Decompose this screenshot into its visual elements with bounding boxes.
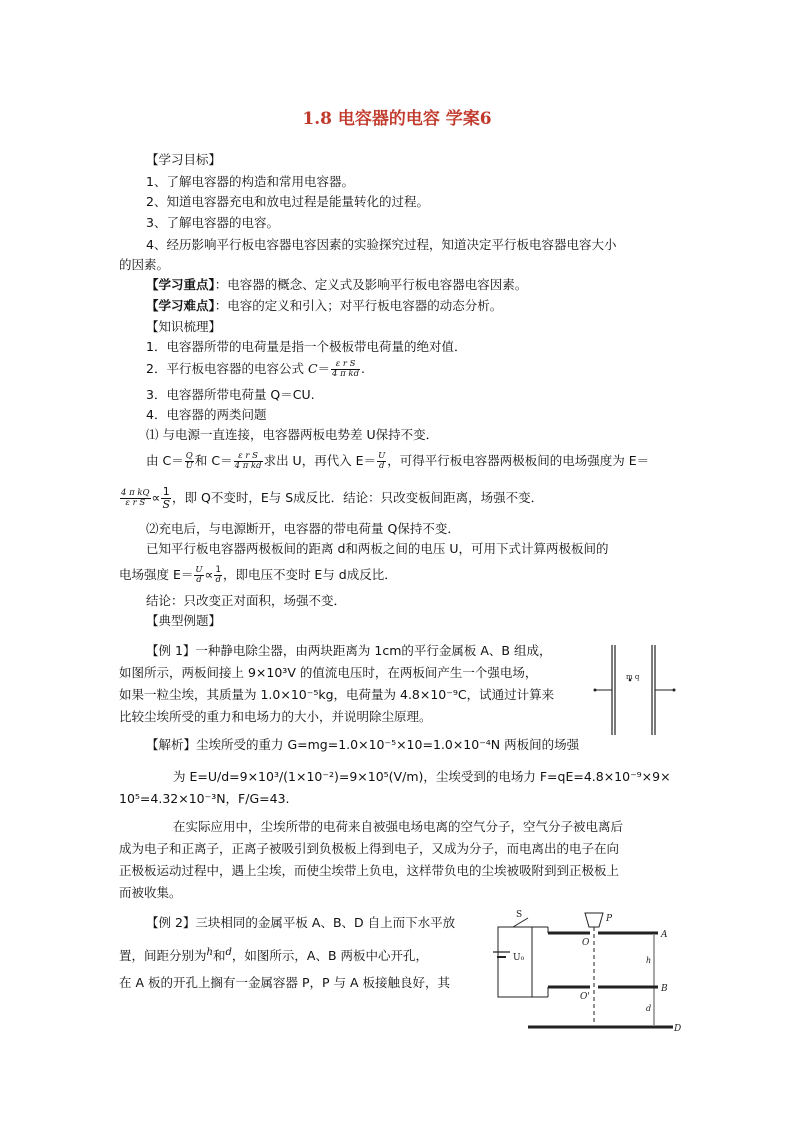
example1-line: 【例 1】一种静电除尘器，由两块距离为 1cm的平行金属板 A、B 组成， — [146, 643, 552, 658]
line2-c: ，如图所示，A、B 两板中心开孔， — [231, 948, 428, 964]
analysis-line: 为 E=U/d=9×10³/(1×10⁻²)=9×10⁵(V/m)，尘埃受到的电场力 F=qE=4.8×10⁻⁹×9× — [173, 769, 671, 784]
derive2-text: ，即 Q不变时，E与 S成反比．结论：只改变板间距离，场强不变． — [172, 490, 544, 505]
particle-label: m q — [626, 673, 640, 681]
derive-d: ，可得平行板电容器两极板间的电场强度为 E＝ — [387, 453, 650, 468]
field-d: d — [196, 575, 202, 585]
terminal-left — [594, 689, 597, 692]
analysis-line: 10⁵=4.32×10⁻³N，F/G=43. — [119, 791, 290, 806]
examples-heading: 【典型例题】 — [146, 613, 222, 628]
example2-line2 — [119, 944, 428, 965]
key-points — [146, 276, 527, 294]
capacitance-fraction — [331, 360, 360, 379]
analysis-line: 成为电子和正离子，正离子被吸引到负极板上得到电子，又成为分子，而电离出的电子在向 — [119, 841, 620, 856]
difficulties — [146, 297, 502, 315]
fig-a: A — [661, 930, 668, 940]
s-den: S — [162, 498, 171, 511]
item2-prefix: 2．平行板电容器的电容公式 — [146, 361, 308, 376]
container-p — [585, 913, 603, 927]
q-num: Q — [185, 451, 193, 461]
derive-a: 由 C＝ — [146, 453, 184, 468]
line2-b: 和 — [212, 948, 226, 964]
field-u: U — [195, 565, 203, 575]
difficulties-text: ：电容的定义和引入；对平行板电容器的动态分析。 — [214, 298, 503, 313]
difficulties-label: 【学习难点】 — [146, 298, 215, 313]
goal-item: 4、经历影响平行板电容器电容因素的实验探究过程，知道决定平行板电容器电容大小 — [146, 237, 617, 252]
field-line — [119, 566, 397, 585]
example1-line: 比较尘埃所受的重力和电场力的大小，并说明除尘原理。 — [119, 709, 432, 724]
analysis-line: 【解析】尘埃所受的重力 G=mg=1.0×10⁻⁵×10=1.0×10⁻⁴N 两板间的场强 — [146, 737, 580, 752]
q-den: U — [185, 461, 193, 471]
knowledge-item-1: 1．电容器所带的电荷量是指一个极板带电荷量的绝对值． — [146, 339, 467, 354]
derivation-line-2 — [119, 486, 543, 511]
key-points-text: ：电容器的概念、定义式及影响平行板电容器电容因素。 — [214, 277, 528, 292]
field-b: ，即电压不变时 E与 d成反比． — [222, 567, 397, 582]
item2-eq: ＝ — [317, 361, 331, 376]
page-title: 1.8 电容器的电容 学案6 — [302, 109, 492, 129]
example2-line3: 在 A 板的开孔上搁有一金属容器 P，P 与 A 板接触良好，其 — [119, 975, 451, 990]
goal-item: 2、知道电容器充电和放电过程是能量转化的过程。 — [146, 194, 429, 209]
knowledge-item-2 — [146, 360, 365, 379]
prop-symbol-2: ∝ — [204, 567, 214, 582]
key-points-label: 【学习重点】 — [146, 277, 215, 292]
goal-item: 3、了解电容器的电容。 — [146, 215, 279, 230]
field-one: 1 — [215, 565, 221, 575]
fig-b: B — [661, 984, 668, 994]
fig-p: P — [606, 914, 613, 924]
item2-var: C — [307, 361, 318, 376]
item2-suffix: . — [361, 361, 366, 376]
derivation-line-1 — [146, 452, 649, 471]
field-u-over-d — [194, 566, 203, 585]
derive-c: 求出 U，再代入 E＝ — [263, 453, 377, 468]
var-h: h — [206, 947, 213, 958]
field-a: 电场强度 E＝ — [119, 567, 194, 582]
field-d2: d — [215, 575, 221, 585]
fig-o2: O' — [580, 992, 590, 1002]
knowledge-heading: 【知识梳理】 — [146, 319, 222, 334]
knowledge-item-4: 4．电容器的两类问题 — [146, 407, 267, 422]
field-one-over-d — [214, 566, 221, 585]
var-d: d — [225, 947, 232, 958]
example1-figure — [590, 640, 680, 740]
q-over-u — [185, 452, 194, 471]
fig-s: S — [516, 910, 523, 920]
example1-line: 如果一粒尘埃，其质量为 1.0×10⁻⁵kg，电荷量为 4.8×10⁻⁹C，试通过计算来 — [119, 687, 555, 702]
e-num: 4 π kQ — [121, 488, 150, 498]
fig-h: h — [646, 956, 652, 965]
goal-item: 的因素。 — [119, 257, 170, 272]
case-2: ⑵充电后，与电源断开，电容器的带电荷量 Q保持不变． — [146, 521, 460, 536]
example2-figure — [488, 905, 688, 1035]
e-fraction — [120, 489, 151, 508]
fig-u0: U₀ — [513, 953, 525, 963]
goal-item: 1、了解电容器的构造和常用电容器。 — [146, 174, 354, 189]
derive-b: 和 C＝ — [194, 453, 233, 468]
case-1: ⑴ 与电源一直连接，电容器两板电势差 U保持不变． — [146, 427, 439, 442]
c-denominator: 4 π kd — [332, 369, 360, 379]
u-den: d — [378, 461, 385, 471]
fig-d: D — [674, 1024, 682, 1034]
conclusion: 结论：只改变正对面积，场强不变． — [146, 593, 347, 608]
analysis-line: 而被收集。 — [119, 885, 182, 900]
example2-line1: 【例 2】三块相同的金属平板 A、B、D 自上而下水平放 — [146, 915, 456, 930]
analysis-line: 正极板运动过程中，遇上尘埃，而使尘埃带上负电，这样带负电的尘埃被吸附到到正极板上 — [119, 863, 620, 878]
prop-symbol: ∝ — [151, 490, 161, 505]
one-num: 1 — [162, 485, 170, 498]
c-fraction-2 — [234, 452, 263, 471]
u-over-d — [377, 452, 386, 471]
known-line: 已知平行板电容器两极板间的距离 d和两板之间的电压 U，可用下式计算两极板间的 — [146, 541, 609, 556]
one-over-s — [161, 486, 171, 511]
u-num: U — [378, 451, 386, 461]
example1-line: 如图所示，两板间接上 9×10³V 的值流电压时，在两板间产生一个强电场， — [119, 665, 538, 680]
analysis-line: 在实际应用中，尘埃所带的电荷来自被强电场电离的空气分子，空气分子被电离后 — [173, 819, 624, 834]
knowledge-item-3: 3．电容器所带电荷量 Q＝CU. — [146, 387, 315, 402]
fig-o: O — [582, 938, 590, 948]
line2-a: 置，间距分别为 — [119, 948, 207, 964]
c2-num: ε r S — [234, 452, 263, 462]
goals-heading: 【学习目标】 — [146, 152, 222, 167]
c-numerator: ε r S — [331, 360, 360, 370]
terminal-right — [673, 689, 676, 692]
e-den: ε r S — [125, 498, 146, 508]
c2-den: 4 π kd — [234, 461, 262, 471]
fig-d-dim: d — [646, 1004, 652, 1013]
